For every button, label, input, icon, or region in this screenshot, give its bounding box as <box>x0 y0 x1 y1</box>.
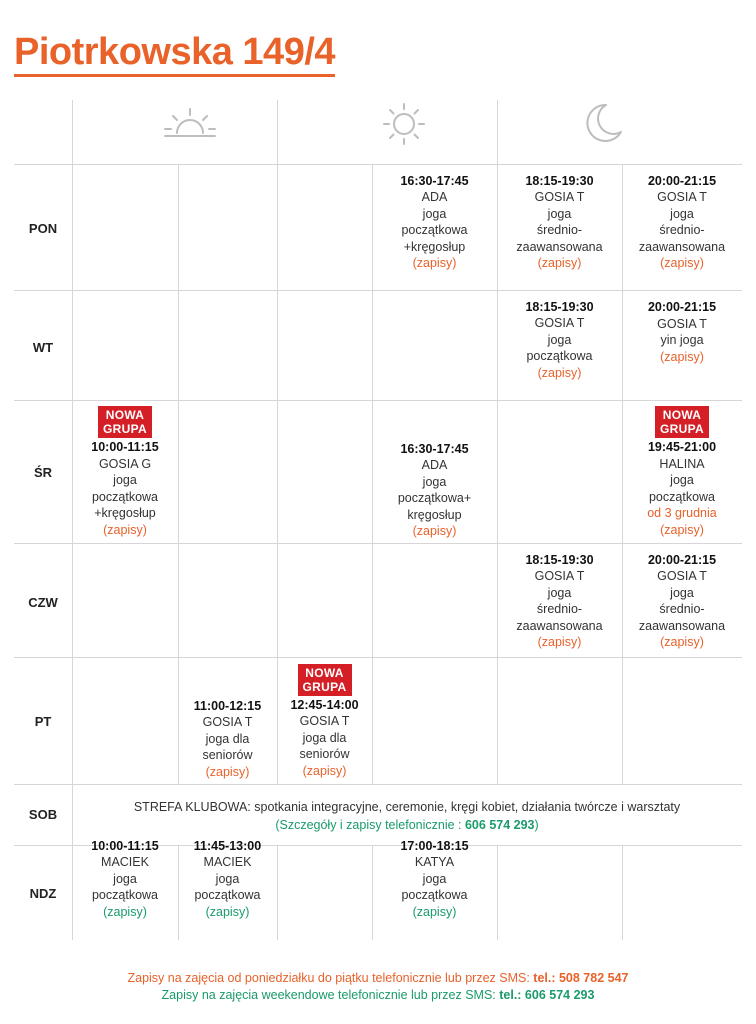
class-instructor: GOSIA T <box>299 714 350 729</box>
class-type: yin joga <box>660 333 704 347</box>
weekend-phone[interactable]: tel.: 606 574 293 <box>499 988 595 1002</box>
class-type: joga dla <box>302 730 347 745</box>
class-slot <box>72 822 178 936</box>
class-type: początkowa <box>526 349 593 364</box>
class-type: seniorów <box>202 748 253 763</box>
class-type: joga <box>670 473 694 487</box>
club-description: STREFA KLUBOWA: spotkania integracyjne, ceremonie, kręgi kobiet, działania twórcze i warsztaty <box>133 800 681 814</box>
signup-link[interactable]: (zapisy) <box>205 904 250 919</box>
class-type: joga dla <box>205 731 250 746</box>
new-group-badge: NOWA GRUPA <box>298 664 352 696</box>
class-type: joga <box>670 585 694 600</box>
class-type: początkowa+ <box>397 491 472 505</box>
class-instructor: GOSIA T <box>657 316 707 331</box>
class-type: joga <box>422 474 447 489</box>
signup-link[interactable]: (zapisy) <box>412 524 457 538</box>
signup-link[interactable]: (zapisy) <box>537 635 582 649</box>
signup-link[interactable]: (zapisy) <box>537 365 582 380</box>
weekday-phone[interactable]: tel.: 508 782 547 <box>533 971 629 985</box>
class-time: 16:30-17:45 <box>400 441 469 456</box>
class-type: joga <box>215 871 240 886</box>
class-type: początkowa <box>194 888 261 903</box>
class-type: początkowa <box>91 888 158 903</box>
sun-icon <box>382 102 426 146</box>
class-slot <box>497 549 622 653</box>
class-time: 18:15-19:30 <box>525 552 594 567</box>
footer-weekend-contact: Zapisy na zajęcia weekendowe telefonicznie lub przez SMS: tel.: 606 574 293 <box>161 988 595 1002</box>
class-slot <box>497 170 622 274</box>
class-slot <box>372 440 497 540</box>
club-phone[interactable]: 606 574 293 <box>464 818 535 832</box>
class-type: początkowa <box>91 489 158 504</box>
class-type: joga <box>422 871 447 886</box>
class-time: 18:15-19:30 <box>525 299 594 314</box>
class-time: 20:00-21:15 <box>647 173 717 188</box>
class-type: +kręgosłup <box>403 239 466 254</box>
class-time: 18:15-19:30 <box>525 173 594 188</box>
class-time: 10:00-11:15 <box>91 440 159 454</box>
class-type: joga <box>113 871 137 886</box>
new-group-badge: NOWA GRUPA <box>655 406 709 438</box>
class-instructor: ADA <box>421 190 448 204</box>
class-instructor: KATYA <box>414 855 455 870</box>
class-time: 19:45-21:00 <box>647 440 717 454</box>
class-slot <box>372 170 497 274</box>
class-type: seniorów <box>299 747 350 762</box>
class-slot <box>372 822 497 936</box>
class-slot <box>622 296 742 368</box>
class-type: średnio- <box>536 223 583 237</box>
class-time: 10:00-11:15 <box>91 838 159 853</box>
signup-link[interactable]: (zapisy) <box>660 522 704 537</box>
class-type: średnio- <box>659 223 705 237</box>
day-label-sr: ŚR <box>33 465 53 480</box>
class-instructor: MACIEK <box>101 855 149 870</box>
class-type: średnio- <box>536 602 583 616</box>
class-slot <box>178 696 277 782</box>
class-type: zaawansowana <box>638 618 726 633</box>
class-instructor: HALINA <box>659 456 705 471</box>
day-label-sob: SOB <box>28 807 58 822</box>
club-details: (Szczegóły i zapisy telefonicznie : 606 574 293) <box>275 818 539 832</box>
class-instructor: GOSIA T <box>657 190 707 204</box>
class-slot <box>72 404 178 540</box>
signup-link[interactable]: (zapisy) <box>537 256 582 270</box>
class-time: 20:00-21:15 <box>647 552 717 567</box>
class-type: średnio- <box>659 602 705 616</box>
class-type: zaawansowana <box>638 239 726 254</box>
class-instructor: MACIEK <box>203 855 252 870</box>
class-time: 17:00-18:15 <box>400 838 469 853</box>
class-slot <box>622 170 742 274</box>
class-type: joga <box>547 332 572 347</box>
class-time: 11:00-12:15 <box>193 698 262 713</box>
class-type: +kręgosłup <box>94 506 156 520</box>
class-instructor: GOSIA G <box>98 456 152 471</box>
class-time: 20:00-21:15 <box>647 300 717 314</box>
class-instructor: ADA <box>421 458 448 472</box>
signup-link[interactable]: (zapisy) <box>205 764 250 779</box>
signup-link[interactable]: (zapisy) <box>412 904 457 919</box>
day-label-pon: PON <box>28 221 58 236</box>
class-instructor: GOSIA T <box>657 569 707 583</box>
class-type: joga <box>547 585 572 600</box>
day-label-pt: PT <box>34 714 52 729</box>
class-slot <box>497 296 622 384</box>
day-label-czw: CZW <box>28 595 58 610</box>
class-type: joga <box>422 206 447 221</box>
day-label-ndz: NDZ <box>29 886 57 901</box>
class-type: początkowa <box>648 489 715 504</box>
class-type: joga <box>547 206 572 221</box>
class-type: początkowa <box>401 888 468 903</box>
signup-link[interactable]: (zapisy) <box>412 256 457 270</box>
class-instructor: GOSIA T <box>534 569 585 583</box>
class-slot <box>178 822 277 936</box>
signup-link[interactable]: (zapisy) <box>660 635 704 649</box>
signup-link[interactable]: (zapisy) <box>103 904 147 919</box>
signup-link[interactable]: (zapisy) <box>103 522 147 537</box>
class-instructor: GOSIA T <box>202 715 253 730</box>
class-slot <box>277 661 372 782</box>
class-type: joga <box>113 473 137 487</box>
class-type: joga <box>670 206 694 221</box>
sunrise-icon <box>161 105 219 141</box>
new-group-badge: NOWA GRUPA <box>98 406 152 438</box>
footer-weekday-contact: Zapisy na zajęcia od poniedziałku do piątku telefonicznie lub przez SMS: tel.: 508 782 547 <box>127 971 629 985</box>
signup-link[interactable]: (zapisy) <box>302 763 347 778</box>
class-time: 16:30-17:45 <box>400 173 469 188</box>
class-slot <box>622 404 742 540</box>
class-type: początkowa <box>401 223 468 237</box>
class-instructor: GOSIA T <box>534 190 585 204</box>
class-type: zaawansowana <box>516 618 603 633</box>
day-label-wt: WT <box>32 340 54 355</box>
class-time: 12:45-14:00 <box>290 697 359 712</box>
moon-icon <box>584 102 624 144</box>
page-title: Piotrkowska 149/4 <box>14 30 335 77</box>
class-time: 11:45-13:00 <box>193 838 262 853</box>
class-type: zaawansowana <box>516 239 603 254</box>
signup-link[interactable]: (zapisy) <box>660 349 704 364</box>
class-instructor: GOSIA T <box>534 316 585 331</box>
class-type: kręgosłup <box>407 507 462 522</box>
class-slot <box>622 549 742 653</box>
signup-link[interactable]: (zapisy) <box>660 256 704 270</box>
start-date-note: od 3 grudnia <box>647 506 717 520</box>
